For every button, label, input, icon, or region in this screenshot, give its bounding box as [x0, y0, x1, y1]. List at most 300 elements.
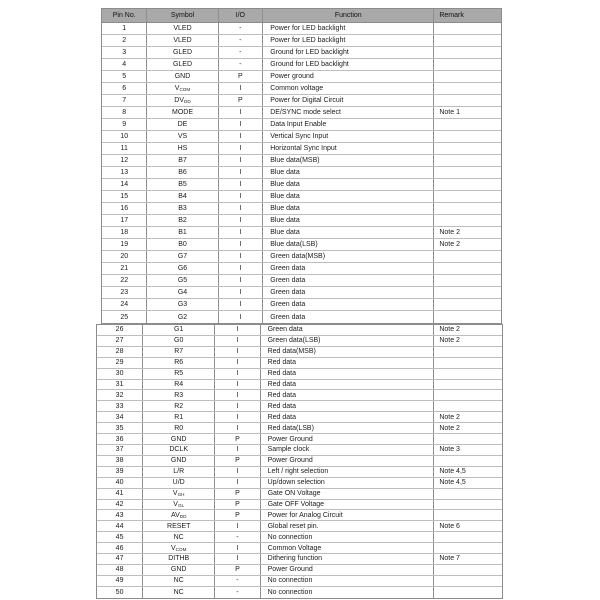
function-cell: Blue data(MSB)	[263, 155, 434, 166]
io-cell: I	[219, 263, 264, 274]
symbol-text: DITHB	[168, 555, 190, 563]
table-row	[97, 510, 502, 521]
symbol-cell	[147, 311, 218, 323]
remark-cell	[434, 275, 501, 286]
symbol-cell	[143, 369, 215, 379]
table-row	[97, 412, 502, 423]
pin-number-cell: 38	[97, 456, 143, 466]
remark-cell	[434, 587, 502, 598]
symbol-text: AV	[170, 511, 180, 519]
remark-cell: Note 2	[439, 337, 460, 345]
table-row	[102, 239, 501, 251]
table-row	[102, 287, 501, 299]
remark-cell	[434, 576, 502, 586]
symbol-text: G5	[177, 277, 188, 284]
table-row	[97, 434, 502, 445]
pin-number-cell: 3	[102, 47, 147, 58]
pin-table-part-2	[96, 324, 503, 599]
remark-cell	[434, 532, 502, 542]
symbol-text: VLED	[173, 25, 192, 32]
function-cell: Gate ON Voltage	[261, 489, 435, 499]
symbol-cell	[143, 347, 215, 357]
table-row	[97, 554, 502, 565]
function-cell: Power Ground	[261, 565, 435, 575]
function-cell: Horizontal Sync Input	[263, 143, 434, 154]
remark-cell: Note 2	[439, 229, 460, 236]
pin-number-cell: 12	[102, 155, 147, 166]
symbol-text: RESET	[167, 522, 191, 530]
function-cell: Red data	[261, 380, 435, 390]
table-row	[97, 325, 502, 336]
pin-number-cell: 25	[102, 311, 147, 323]
table-row	[102, 215, 501, 227]
symbol-cell	[147, 287, 218, 298]
symbol-text: GND	[170, 457, 187, 465]
table-row	[102, 251, 501, 263]
symbol-text: GND	[170, 435, 187, 443]
pin-number-cell: 36	[97, 434, 143, 444]
symbol-cell	[147, 263, 218, 274]
symbol-cell	[143, 565, 215, 575]
table-row	[102, 203, 501, 215]
function-cell: Ground for LED backlight	[263, 47, 434, 58]
table-row	[102, 95, 501, 107]
symbol-cell	[143, 521, 215, 531]
symbol-text: DV	[174, 97, 185, 104]
remark-cell	[434, 23, 501, 34]
io-cell: I	[215, 423, 260, 433]
function-cell: Red data	[261, 358, 435, 368]
remark-cell	[434, 401, 502, 411]
symbol-cell	[147, 299, 218, 310]
function-cell: Red data	[261, 390, 435, 400]
io-cell: -	[215, 532, 260, 542]
header-pin-no: Pin No.	[102, 9, 147, 22]
function-cell: Power Ground	[261, 456, 435, 466]
function-cell: DE/SYNC mode select	[263, 107, 434, 118]
header-remark: Remark	[439, 12, 464, 19]
table-header-row	[102, 9, 501, 23]
symbol-cell	[147, 131, 218, 142]
remark-cell	[434, 215, 501, 226]
io-cell: P	[215, 510, 260, 520]
remark-cell	[434, 71, 501, 82]
remark-cell	[434, 500, 502, 510]
remark-cell	[434, 347, 502, 357]
symbol-text: B4	[178, 193, 187, 200]
remark-cell	[434, 358, 502, 368]
symbol-text: R6	[174, 359, 184, 367]
table-row	[97, 478, 502, 489]
symbol-text: DCLK	[169, 446, 189, 454]
function-cell: Dithering function	[261, 554, 435, 564]
symbol-text: B2	[178, 217, 187, 224]
pin-number-cell: 24	[102, 299, 147, 310]
table-row	[102, 263, 501, 275]
table-row	[97, 423, 502, 434]
remark-cell	[434, 390, 502, 400]
remark-cell	[434, 311, 501, 323]
function-cell: Red data	[261, 412, 435, 422]
pin-table-part-1	[101, 8, 502, 324]
symbol-text: R3	[174, 391, 184, 399]
pin-number-cell: 48	[97, 565, 143, 575]
function-cell: Common Voltage	[261, 543, 435, 553]
symbol-text: U/D	[172, 479, 185, 487]
remark-cell	[434, 59, 501, 70]
table-row	[97, 565, 502, 576]
pin-number-cell: 50	[97, 587, 143, 598]
function-cell: Data Input Enable	[263, 119, 434, 130]
table-row	[102, 227, 501, 239]
pin-number-cell: 4	[102, 59, 147, 70]
io-cell: P	[215, 456, 260, 466]
symbol-subscript: DD	[179, 514, 187, 520]
symbol-text: G3	[177, 301, 188, 308]
io-cell: -	[219, 59, 264, 70]
pin-number-cell: 33	[97, 401, 143, 411]
function-cell: Common voltage	[263, 83, 434, 94]
remark-cell	[434, 287, 501, 298]
remark-cell: Note 6	[439, 522, 460, 530]
symbol-cell	[143, 445, 215, 455]
symbol-text: R1	[174, 413, 184, 421]
io-cell: I	[215, 325, 260, 335]
function-cell: Left / right selection	[261, 467, 435, 477]
remark-cell	[434, 263, 501, 274]
io-cell: I	[215, 380, 260, 390]
symbol-cell	[143, 467, 215, 477]
pin-number-cell: 11	[102, 143, 147, 154]
function-cell: Green data(LSB)	[261, 336, 435, 346]
io-cell: I	[219, 119, 264, 130]
symbol-cell	[143, 412, 215, 422]
symbol-cell	[147, 239, 218, 250]
pin-number-cell: 8	[102, 107, 147, 118]
io-cell: I	[215, 521, 260, 531]
symbol-text: G0	[174, 337, 184, 345]
symbol-cell	[143, 478, 215, 488]
header-symbol: Symbol	[147, 9, 218, 22]
table-row	[102, 143, 501, 155]
io-cell: I	[219, 83, 264, 94]
symbol-text: G6	[177, 265, 188, 272]
io-cell: P	[215, 434, 260, 444]
pin-number-cell: 7	[102, 95, 147, 106]
symbol-text: G2	[177, 313, 188, 321]
io-cell: I	[215, 401, 260, 411]
function-cell: Sample clock	[261, 445, 435, 455]
symbol-text: DE	[177, 121, 188, 128]
table-row	[97, 576, 502, 587]
symbol-cell	[147, 47, 218, 58]
remark-cell: Note 3	[439, 446, 460, 454]
pin-number-cell: 15	[102, 191, 147, 202]
symbol-subscript: DD	[184, 99, 191, 105]
io-cell: P	[219, 95, 264, 106]
pin-number-cell: 14	[102, 179, 147, 190]
pin-number-cell: 20	[102, 251, 147, 262]
remark-cell	[434, 251, 501, 262]
io-cell: I	[219, 167, 264, 178]
remark-cell: Note 4,5	[439, 479, 466, 487]
symbol-text: NC	[173, 577, 184, 585]
pin-number-cell: 31	[97, 380, 143, 390]
io-cell: I	[219, 227, 264, 238]
pin-number-cell: 37	[97, 445, 143, 455]
function-cell: Blue data	[263, 179, 434, 190]
function-cell: Power for LED backlight	[263, 23, 434, 34]
io-cell: I	[215, 478, 260, 488]
symbol-text: G7	[177, 253, 188, 260]
function-cell: Gate OFF Voltage	[261, 500, 435, 510]
table-body-part-1	[102, 23, 501, 323]
symbol-subscript: GL	[177, 503, 185, 509]
symbol-subscript: COM	[179, 87, 191, 93]
table-row	[102, 83, 501, 95]
remark-cell: Note 2	[439, 413, 460, 421]
symbol-text: V	[172, 490, 178, 498]
symbol-cell	[147, 203, 218, 214]
remark-cell	[434, 299, 501, 310]
function-cell: Green data	[263, 287, 434, 298]
io-cell: I	[219, 251, 264, 262]
symbol-cell	[147, 35, 218, 46]
symbol-cell	[147, 71, 218, 82]
pin-number-cell: 40	[97, 478, 143, 488]
pin-number-cell: 18	[102, 227, 147, 238]
io-cell: -	[219, 35, 264, 46]
table-row	[97, 489, 502, 500]
function-cell: No connection	[261, 532, 435, 542]
symbol-text: R7	[174, 348, 184, 356]
symbol-text: B3	[178, 205, 187, 212]
pin-number-cell: 34	[97, 412, 143, 422]
symbol-text: GLED	[172, 61, 193, 68]
io-cell: -	[219, 47, 264, 58]
pin-number-cell: 10	[102, 131, 147, 142]
io-cell: -	[215, 576, 260, 586]
function-cell: Power ground	[263, 71, 434, 82]
pin-number-cell: 16	[102, 203, 147, 214]
header-function: Function	[263, 9, 434, 22]
remark-cell	[434, 119, 501, 130]
table-row	[102, 191, 501, 203]
io-cell: I	[219, 143, 264, 154]
pin-number-cell: 32	[97, 390, 143, 400]
remark-cell	[434, 35, 501, 46]
symbol-cell	[147, 107, 218, 118]
pin-number-cell: 30	[97, 369, 143, 379]
io-cell: I	[219, 215, 264, 226]
remark-cell	[434, 456, 502, 466]
pin-number-cell: 47	[97, 554, 143, 564]
pin-number-cell: 6	[102, 83, 147, 94]
symbol-text: GND	[170, 566, 187, 574]
symbol-text: GLED	[172, 49, 193, 56]
table-row	[97, 445, 502, 456]
function-cell: Ground for LED backlight	[263, 59, 434, 70]
table-row	[102, 47, 501, 59]
remark-cell	[434, 191, 501, 202]
table-row	[97, 456, 502, 467]
io-cell: I	[219, 155, 264, 166]
remark-cell	[434, 489, 502, 499]
table-row	[102, 59, 501, 71]
remark-cell: Note 2	[439, 241, 460, 248]
symbol-text: R2	[174, 402, 184, 410]
table-row	[97, 401, 502, 412]
pin-number-cell: 2	[102, 35, 147, 46]
symbol-text: V	[174, 85, 180, 92]
remark-cell	[434, 131, 501, 142]
symbol-text: NC	[173, 588, 184, 596]
function-cell: Green data	[263, 263, 434, 274]
function-cell: Blue data	[263, 215, 434, 226]
io-cell: I	[219, 107, 264, 118]
symbol-text: VS	[177, 133, 188, 140]
symbol-cell	[147, 167, 218, 178]
io-cell: I	[219, 275, 264, 286]
function-cell: Green data	[263, 311, 434, 323]
pin-number-cell: 29	[97, 358, 143, 368]
pin-number-cell: 27	[97, 336, 143, 346]
symbol-text: L/R	[173, 468, 185, 476]
table-row	[97, 390, 502, 401]
remark-cell	[434, 543, 502, 553]
table-row	[97, 358, 502, 369]
symbol-text: R5	[174, 370, 184, 378]
io-cell: I	[215, 336, 260, 346]
symbol-cell	[143, 434, 215, 444]
symbol-text: G4	[177, 289, 188, 296]
function-cell: Green data	[261, 325, 435, 335]
pin-number-cell: 17	[102, 215, 147, 226]
pin-number-cell: 35	[97, 423, 143, 433]
pin-number-cell: 39	[97, 467, 143, 477]
table-row	[97, 369, 502, 380]
io-cell: I	[215, 467, 260, 477]
symbol-cell	[143, 325, 215, 335]
function-cell: Global reset pin.	[261, 521, 435, 531]
function-cell: Power for Analog Circuit	[261, 510, 435, 520]
symbol-text: R4	[174, 380, 184, 388]
symbol-cell	[143, 456, 215, 466]
io-cell: I	[219, 287, 264, 298]
remark-cell	[434, 47, 501, 58]
io-cell: I	[215, 390, 260, 400]
io-cell: I	[219, 203, 264, 214]
function-cell: Blue data	[263, 191, 434, 202]
io-cell: I	[215, 347, 260, 357]
symbol-cell	[147, 83, 218, 94]
symbol-cell	[143, 532, 215, 542]
io-cell: I	[215, 358, 260, 368]
symbol-cell	[143, 554, 215, 564]
symbol-cell	[147, 275, 218, 286]
pin-number-cell: 45	[97, 532, 143, 542]
pin-number-cell: 22	[102, 275, 147, 286]
io-cell: P	[219, 71, 264, 82]
pin-number-cell: 19	[102, 239, 147, 250]
function-cell: Blue data(LSB)	[263, 239, 434, 250]
symbol-text: VLED	[173, 37, 192, 44]
symbol-text: B7	[178, 157, 187, 164]
symbol-cell	[147, 191, 218, 202]
symbol-cell	[147, 215, 218, 226]
pin-number-cell: 46	[97, 543, 143, 553]
symbol-cell	[147, 59, 218, 70]
remark-cell	[434, 434, 502, 444]
remark-cell	[434, 167, 501, 178]
symbol-text: G1	[174, 326, 184, 334]
symbol-text: MODE	[171, 109, 193, 116]
pin-number-cell: 41	[97, 489, 143, 499]
pin-number-cell: 23	[102, 287, 147, 298]
function-cell: Green data	[263, 275, 434, 286]
symbol-cell	[143, 543, 215, 553]
remark-cell	[434, 565, 502, 575]
table-row	[97, 380, 502, 391]
symbol-text: B5	[178, 181, 187, 188]
symbol-text: NC	[173, 533, 184, 541]
symbol-cell	[143, 401, 215, 411]
io-cell: I	[215, 543, 260, 553]
symbol-cell	[147, 251, 218, 262]
table-row	[102, 119, 501, 131]
symbol-cell	[143, 336, 215, 346]
function-cell: Blue data	[263, 203, 434, 214]
symbol-cell	[143, 423, 215, 433]
io-cell: P	[215, 489, 260, 499]
io-cell: I	[219, 131, 264, 142]
pin-number-cell: 21	[102, 263, 147, 274]
table-row	[97, 336, 502, 347]
remark-cell: Note 2	[439, 326, 460, 334]
io-cell: P	[215, 565, 260, 575]
symbol-text: B6	[178, 169, 187, 176]
pin-number-cell: 9	[102, 119, 147, 130]
table-row	[97, 521, 502, 532]
symbol-cell	[147, 119, 218, 130]
table-row	[97, 347, 502, 358]
remark-cell	[434, 155, 501, 166]
remark-cell	[434, 380, 502, 390]
table-row	[97, 532, 502, 543]
header-io: I/O	[219, 9, 264, 22]
io-cell: I	[219, 299, 264, 310]
table-row	[97, 543, 502, 554]
io-cell: I	[219, 239, 264, 250]
function-cell: Up/down selection	[261, 478, 435, 488]
remark-cell	[434, 510, 502, 520]
function-cell: Power for LED backlight	[263, 35, 434, 46]
function-cell: Green data(MSB)	[263, 251, 434, 262]
function-cell: Green data	[263, 299, 434, 310]
table-row	[102, 167, 501, 179]
remark-cell	[434, 83, 501, 94]
function-cell: Red data	[261, 401, 435, 411]
table-row	[102, 299, 501, 311]
symbol-cell	[147, 179, 218, 190]
function-cell: Red data(LSB)	[261, 423, 435, 433]
table-row	[97, 587, 502, 598]
io-cell: I	[215, 445, 260, 455]
symbol-subscript: GH	[177, 492, 185, 498]
pin-number-cell: 5	[102, 71, 147, 82]
table-row	[102, 71, 501, 83]
symbol-text: HS	[177, 145, 188, 152]
